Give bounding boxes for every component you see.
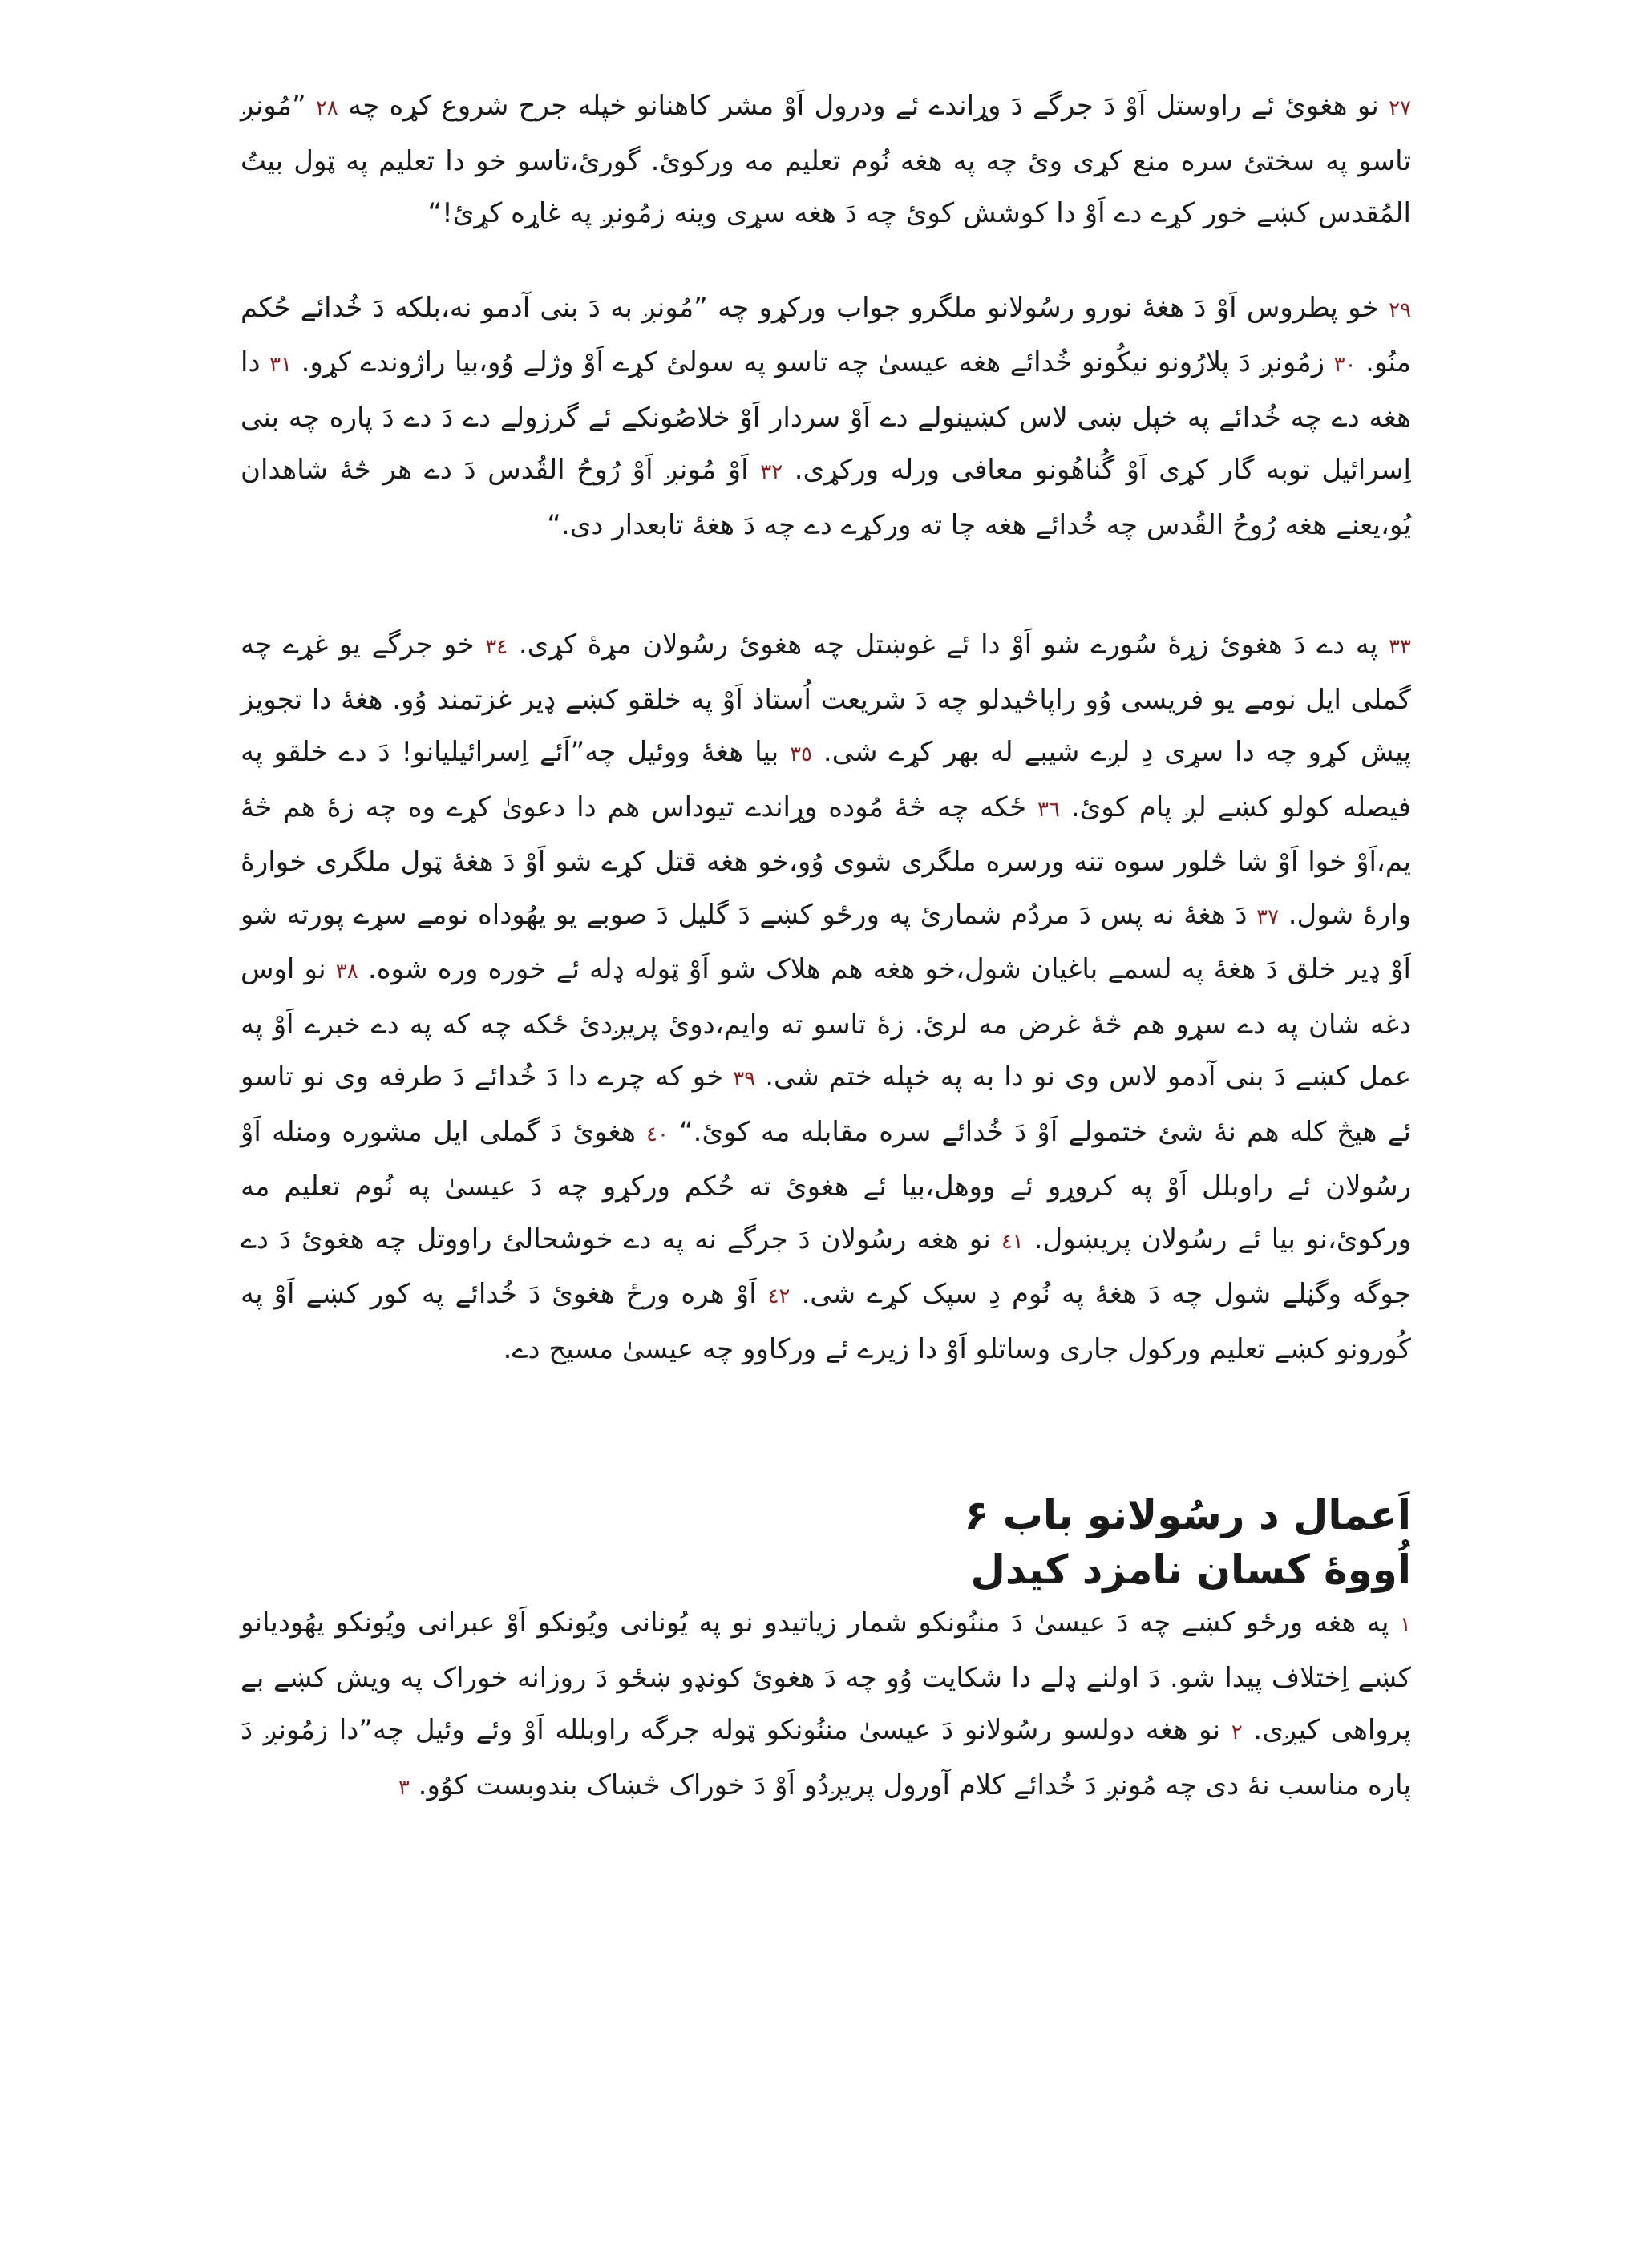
- verse-number: ١: [1400, 1613, 1411, 1637]
- verse-number: ٣٦: [1037, 797, 1060, 822]
- paragraph-verses-29-32: [241, 282, 1411, 552]
- verse-number: ٣٠: [1333, 353, 1357, 377]
- verse-number: ٤٠: [645, 1122, 669, 1146]
- verse-number: ٣٣: [1389, 635, 1411, 659]
- verse-text: ”مُونږ تاسو په سختئ سره منع کړی وئ چه په هغه نُوم تعلیم مه ورکوئ. گورئ،تاسو خو دا تعلیم په ټول بيتُ المُقدس کښے خور کړے دے اَوْ دا کوشش کوئ چه دَ هغه سړی وينه زمُونږ په غاړه کړئ!“: [241, 90, 1411, 229]
- paragraph-verses-33-42: [241, 619, 1411, 1376]
- document-page: [241, 80, 1411, 1814]
- paragraph-verses-27-28: [241, 80, 1411, 241]
- verse-number: ٢٩: [1389, 297, 1411, 322]
- chapter-title: اَعمال د رسُولانو باب ۶: [964, 1492, 1411, 1538]
- verse-number: ٣: [398, 1775, 410, 1800]
- chapter-heading: [241, 1488, 1411, 1597]
- verse-number: ٢: [1231, 1720, 1243, 1744]
- verse-number: ٢٨: [315, 96, 338, 120]
- verse-number: ٣٨: [335, 960, 358, 984]
- verse-text: اَوْ هره ورځ هغوئ دَ خُدائے په کور کښے اَوْ په کُورونو کښے تعليم ورکول جاری وساتلو اَوْ دا زيرے ئے ورکاوو چه عيسىٰ مسيح دے.: [241, 1278, 1411, 1365]
- verse-text: نو هغوئ ئے راوستل اَوْ دَ جرگے دَ وړاندے ئے ودرول اَوْ مشر کاهنانو خپله جرح شروع کړه چه: [338, 90, 1389, 122]
- verse-text: دَ هغهٔ نه پس دَ مردُم شمارئ په ورځو کښے دَ گليل دَ صوبے يو يهُوداه نومے سړے پورته شو اَوْ ډير خلق دَ هغهٔ په لسمے باغيان شول،خو هغه هم هلاک شو اَوْ ټوله ډله ئے خوره وره شوه.: [241, 898, 1412, 985]
- verse-text: نو هغه دولسو رسُولانو دَ عيسىٰ مننُونکو ټوله جرگه راوبلله اَوْ وئے وئيل چه”دا زمُونږ دَ پاره مناسب نهٔ دی چه مُونږ دَ خُدائے کلام آورول پريږدُو اَوْ دَ خوراک څښاک بندوبست کوُو.: [241, 1714, 1411, 1801]
- verse-number: ٤١: [1001, 1229, 1024, 1254]
- verse-text: نو اوس دغه شان په دے سړو هم څهٔ غرض مه لرئ. زهٔ تاسو ته وايم،دوئ پريږدئ ځکه چه که په دے خبرے اَوْ په عمل کښے دَ بنی آدمو لاس وی نو دا به په خپله ختم شی.: [241, 953, 1411, 1093]
- verse-number: ٢٧: [1389, 96, 1412, 120]
- verse-text: خو که چرے دا دَ خُدائے دَ طرفه وی نو تاسو ئے هيڅ کله هم نهٔ شئ ختمولے اَوْ دَ خُدائے سره مقابله مه کوئ.“: [241, 1061, 1411, 1148]
- verse-number: ٣١: [269, 353, 293, 377]
- verse-text: بيا هغهٔ ووئيل چه”اَئے اِسرائيليانو! دَ دے خلقو په فيصله کولو کښے لږ پام کوئ.: [241, 736, 1411, 823]
- verse-number: ٣٧: [1256, 904, 1280, 929]
- verse-text: هغوئ دَ گملی ايل مشوره ومنله اَوْ رسُولان ئے راوبلل اَوْ په کروړو ئے ووهل،بيا ئے هغوئ ته حُکم ورکړو چه دَ عيسىٰ په نُوم تعليم مه ورکوئ،نو بيا ئے رسُولان پريښول.: [241, 1115, 1411, 1255]
- verse-text: نو هغه رسُولان دَ جرگے نه په دے خوشحالئ راووتل چه هغوئ دَ دے جوگه وگڼلے شول چه دَ هغهٔ په نُوم دِ سپک کړے شی.: [241, 1223, 1411, 1310]
- verse-number: ٤٢: [767, 1284, 791, 1308]
- verse-text: اَوْ مُونږ اَوْ رُوحُ القُدس دَ دے هر څهٔ شاهدان يُو،يعنے هغه رُوحُ القُدس چه خُدائے هغه چا ته ورکړے دے چه دَ هغهٔ تابعدار دی.“: [241, 454, 1411, 541]
- verse-text: دا هغه دے چه خُدائے په خپل ښی لاس کښينولے دے اَوْ سردار اَوْ خلاصُونکے ئے گرزولے دے دَ دے دَ پاره چه بنی اِسرائيل توبه گار کړی اَوْ گُناهُونو معافی ورله ورکړی.: [241, 346, 1412, 486]
- paragraph-chapter6-verses-1-3: [241, 1597, 1411, 1814]
- verse-text: په دے دَ هغوئ زړهٔ سُورے شو اَوْ دا ئے غوښتل چه هغوئ رسُولان مړهٔ کړی.: [508, 629, 1389, 661]
- verse-text: خو پطروس اَوْ دَ هغهٔ نورو رسُولانو ملگرو جواب ورکړو چه ”مُونږ به دَ بنی آدمو نه،بلکه دَ خُدائے حُکم منُو.: [241, 291, 1411, 378]
- verse-number: ٣٢: [760, 460, 783, 484]
- verse-text: په هغه ورځو کښے چه دَ عيسىٰ دَ مننُونکو شمار زياتيدو نو په يُونانی ويُونکو اَوْ عبرانی ويُونکو يهُوديانو کښے اِختلاف پيدا شو. دَ اولنے ډلے دا شکايت وُو چه دَ هغوئ کونډو ښځو دَ روزانه خوراک په ويش کښے بے پرواهی کيږی.: [241, 1607, 1412, 1746]
- verse-number: ٣٥: [790, 742, 812, 766]
- verse-number: ٣٤: [485, 635, 508, 659]
- verse-text: زمُونږ دَ پلارُونو نيکُونو خُدائے هغه عيسىٰ چه تاسو په سولئ کړے اَوْ وژلے وُو،بيا راژوندے کړو.: [292, 346, 1334, 378]
- section-subtitle: اُووهٔ کسان نامزد کيدل: [970, 1546, 1411, 1593]
- verse-text: خو جرگے يو غړے چه گملی ايل نومے يو فريسی وُو راپاڅيدلو چه دَ شريعت اُستاذ اَوْ په خلقو کښے ډير غزتمند وُو. هغهٔ دا تجويز پيش کړو چه دا سړی دِ لږے شيبے له بهر کړے شی.: [241, 629, 1411, 768]
- verse-text: ځکه چه څهٔ مُوده وړاندے تيوداس هم دا دعویٰ کړے وه چه زهٔ هم څهٔ يم،اَوْ خوا اَوْ شا څلور سوه تنه ورسره ملگری شوی وُو،خو هغه قتل کړے شو اَوْ دَ هغهٔ ټول ملگری خوارهٔ وارهٔ شول.: [241, 790, 1411, 931]
- verse-number: ٣٩: [733, 1067, 756, 1091]
